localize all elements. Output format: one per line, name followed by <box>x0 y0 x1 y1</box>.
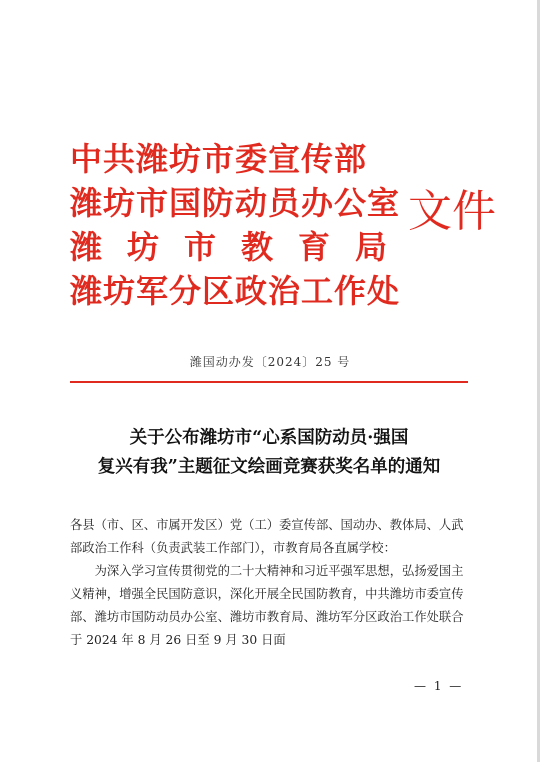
title-line-2: 复兴有我”主题征文绘画竞赛获奖名单的通知 <box>97 457 441 477</box>
org-line-4: 潍坊军分区政治工作处 <box>70 272 401 310</box>
document-title <box>70 424 468 482</box>
document-body <box>70 514 470 652</box>
document-number: 潍国动办发〔2024〕25 号 <box>189 355 351 369</box>
title-line-1: 关于公布潍坊市“心系国防动员·强国 <box>129 428 409 448</box>
issuing-organizations <box>70 137 412 313</box>
red-divider <box>70 381 468 383</box>
body-paragraph-1: 为深入学习宣传贯彻党的二十大精神和习近平强军思想，弘扬爱国主义精神，增强全民国防意识，深化开展全民国防教育，中共潍坊市委宣传部、潍坊市国防动员办公室、潍坊市教育局、潍坊军分区政治工作处联合于 2024 年 8 月 26 日至 9 月 30 日面 <box>70 564 464 647</box>
addressee-paragraph: 各县（市、区、市属开发区）党（工）委宣传部、国动办、教体局、人武部政治工作科（负责武装工作部门），市教育局各直属学校： <box>70 518 464 555</box>
page-number: — 1 — <box>414 679 464 693</box>
org-line-3: 潍坊市教育局 <box>70 228 413 266</box>
file-word: 文件 <box>408 186 496 237</box>
org-line-1: 中共潍坊市委宣传部 <box>70 140 368 178</box>
org-line-2: 潍坊市国防动员办公室 <box>70 184 401 222</box>
